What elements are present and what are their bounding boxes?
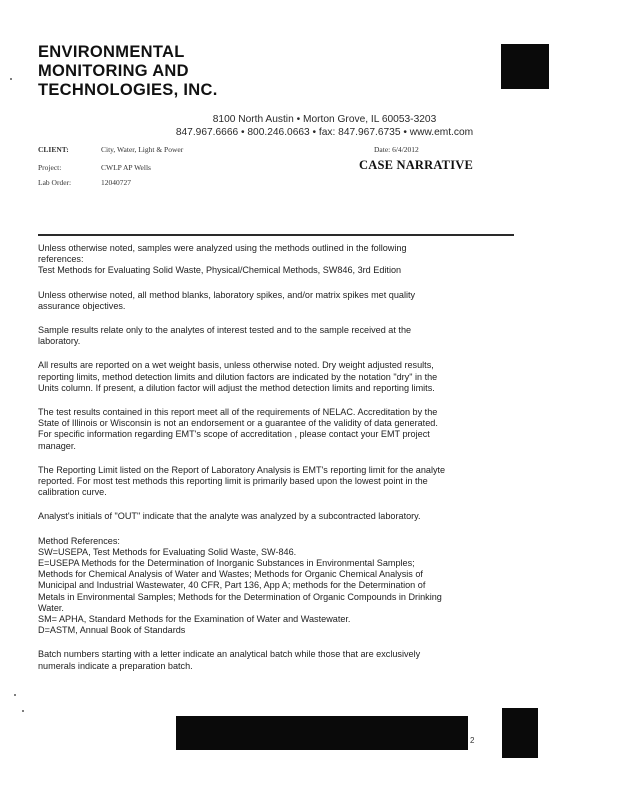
narrative-line: Unless otherwise noted, samples were analyzed using the methods outlined in the following <box>38 243 407 253</box>
client-value: City, Water, Light & Power <box>101 145 184 154</box>
redaction-box-top <box>501 44 549 89</box>
document-title: CASE NARRATIVE <box>359 158 474 172</box>
narrative-line: reported. For most test methods this reporting limit is primarily based upon the lowest point in the <box>38 476 428 487</box>
header-divider <box>38 234 514 236</box>
page-number: 2 <box>470 736 475 745</box>
narrative-line: manager. <box>38 440 76 451</box>
narrative-line: assurance objectives. <box>38 300 126 311</box>
narrative-line: numerals indicate a preparation batch. <box>38 660 193 671</box>
narrative-line: Metals in Environmental Samples; Methods for the Determination of Organic Compounds in Drinking <box>38 591 442 602</box>
scan-speck <box>22 710 24 712</box>
company-name-line2: MONITORING AND <box>38 62 189 80</box>
narrative-line: The test results contained in this report meet all of the requirements of NELAC. Accreditation by the <box>38 407 438 418</box>
narrative-line: Method References: <box>38 535 120 546</box>
narrative-line: references: <box>38 254 84 265</box>
narrative-line: SW=USEPA, Test Methods for Evaluating Solid Waste, SW-846. <box>38 546 297 557</box>
scan-speck <box>10 78 12 80</box>
narrative-line: Analyst's initials of "OUT" indicate that the analyte was analyzed by a subcontracted laboratory. <box>38 511 421 522</box>
narrative-body <box>38 243 508 672</box>
redaction-box-footer <box>176 716 468 750</box>
date-value: 6/4/2012 <box>392 145 419 154</box>
lab-order-label: Lab Order: <box>38 178 72 187</box>
narrative-line: Units column. If present, a dilution factor will adjust the method detection limits and reporting limits. <box>38 382 435 393</box>
date-field <box>374 145 419 154</box>
company-address: 8100 North Austin • Morton Grove, IL 60053-3203 <box>212 114 437 125</box>
narrative-line: For specific information regarding EMT's scope of accreditation , please contact your EMT project <box>38 429 430 440</box>
narrative-line: The Reporting Limit listed on the Report of Laboratory Analysis is EMT's reporting limit for the analyte <box>38 464 446 475</box>
project-label: Project: <box>38 163 62 172</box>
narrative-line: D=ASTM, Annual Book of Standards <box>38 625 186 636</box>
lab-order-value: 12040727 <box>101 178 131 187</box>
company-name-line3: TECHNOLOGIES, INC. <box>38 81 218 99</box>
redaction-box-corner <box>502 708 538 758</box>
scan-speck <box>14 694 16 696</box>
narrative-line: Unless otherwise noted, all method blanks, laboratory spikes, and/or matrix spikes met quality <box>38 289 416 300</box>
project-value: CWLP AP Wells <box>101 163 151 172</box>
narrative-line: calibration curve. <box>38 487 107 498</box>
narrative-line: Test Methods for Evaluating Solid Waste, Physical/Chemical Methods, SW846, 3rd Edition <box>38 265 402 276</box>
narrative-line: reporting limits, method detection limits and dilution factors are indicated by the notation "dry" in the <box>38 371 438 382</box>
date-label: Date: <box>374 145 391 154</box>
narrative-line: State of Illinois or Wisconsin is not an endorsement or a guarantee of the validity of data generated. <box>38 418 438 429</box>
company-name-line1: ENVIRONMENTAL <box>38 43 185 61</box>
narrative-line: E=USEPA Methods for the Determination of Inorganic Substances in Environmental Samples; <box>38 558 415 569</box>
narrative-line: laboratory. <box>38 336 81 347</box>
narrative-line: SM= APHA, Standard Methods for the Examination of Water and Wastewater. <box>38 614 351 625</box>
company-contacts: 847.967.6666 • 800.246.0663 • fax: 847.967.6735 • www.emt.com <box>175 127 474 138</box>
narrative-line: Batch numbers starting with a letter indicate an analytical batch while those that are exclusively <box>38 649 421 660</box>
narrative-line: Methods for Chemical Analysis of Water and Wastes; Methods for Organic Chemical Analysis of <box>38 569 423 580</box>
client-label: CLIENT: <box>38 145 69 154</box>
narrative-line: Water. <box>38 602 64 613</box>
narrative-line: All results are reported on a wet weight basis, unless otherwise noted. Dry weight adjusted results, <box>38 360 434 371</box>
narrative-line: Sample results relate only to the analytes of interest tested and to the sample received at the <box>38 325 412 336</box>
narrative-line: Municipal and Industrial Wastewater, 40 CFR, Part 136, App A; methods for the Determination of <box>38 580 426 591</box>
